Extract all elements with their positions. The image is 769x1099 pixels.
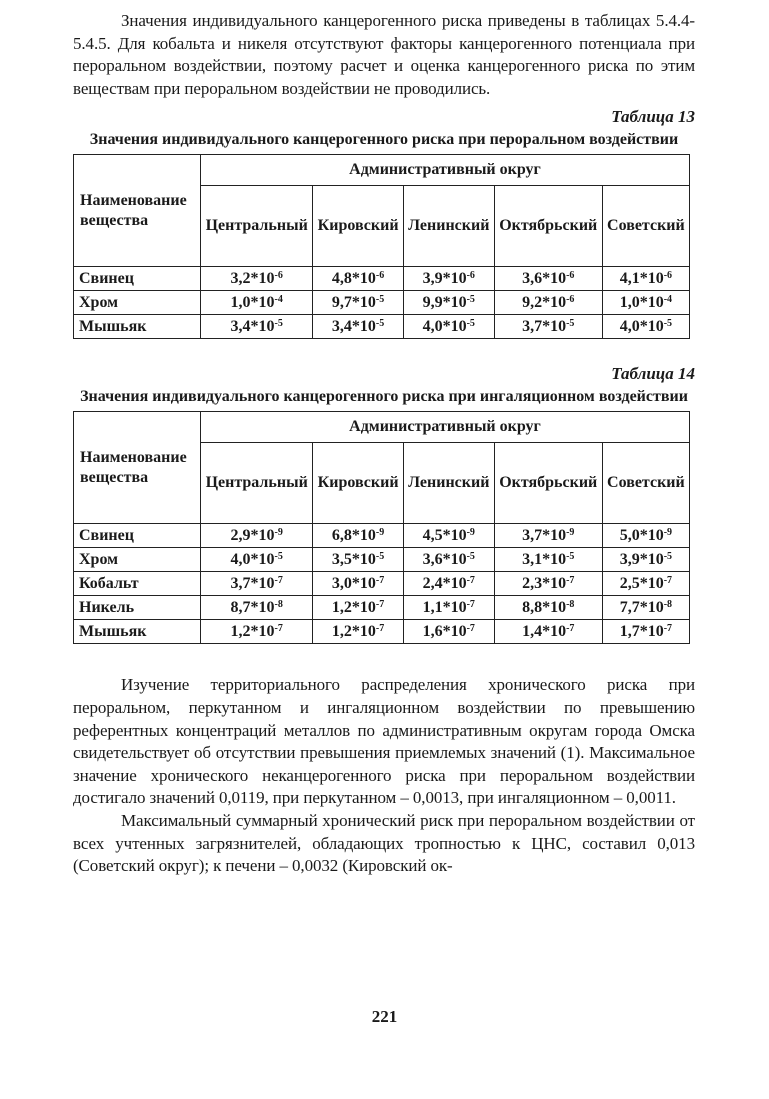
risk-value-cell: $2,9*10^{-9}$ xyxy=(201,524,313,548)
exponent: -5 xyxy=(663,551,673,563)
exponent: -6 xyxy=(663,270,673,282)
risk-value-cell: $4,1*10^{-6}$ xyxy=(602,267,689,291)
risk-value-cell: $3,0*10^{-7}$ xyxy=(313,572,403,596)
header-district-group: Административный округ xyxy=(201,155,690,186)
table-13-label: Таблица 13 xyxy=(611,107,695,127)
risk-value-cell: $3,9*10^{-5}$ xyxy=(602,548,689,572)
exponent: -7 xyxy=(274,575,283,587)
risk-value-cell: $1,1*10^{-7}$ xyxy=(403,596,494,620)
table-row xyxy=(74,291,690,315)
substance-cell: Свинец xyxy=(74,524,201,548)
header-district-group: Административный округ xyxy=(201,412,690,443)
exponent: -9 xyxy=(274,527,283,539)
exponent: -5 xyxy=(375,551,385,563)
substance-cell: Мышьяк xyxy=(74,315,201,339)
exponent: -5 xyxy=(566,318,575,330)
substance-cell: Мышьяк xyxy=(74,620,201,644)
risk-value-cell: $1,2*10^{-7}$ xyxy=(201,620,313,644)
exponent: -8 xyxy=(566,599,575,611)
risk-value-cell: $1,0*10^{-4}$ xyxy=(602,291,689,315)
exponent: -9 xyxy=(466,527,475,539)
header-district: Кировский xyxy=(313,186,403,267)
substance-cell: Кобальт xyxy=(74,572,201,596)
risk-value-cell: $9,9*10^{-5}$ xyxy=(403,291,494,315)
exponent: -7 xyxy=(663,623,673,635)
exponent: -5 xyxy=(375,318,385,330)
risk-value-cell: $3,4*10^{-5}$ xyxy=(313,315,403,339)
risk-value-cell: $1,6*10^{-7}$ xyxy=(403,620,494,644)
table-row xyxy=(74,267,690,291)
risk-value-cell: $4,0*10^{-5}$ xyxy=(201,548,313,572)
exponent: -5 xyxy=(274,318,283,330)
exponent: -4 xyxy=(274,294,283,306)
risk-value-cell: $8,8*10^{-8}$ xyxy=(494,596,602,620)
header-substance-name: Наименование вещества xyxy=(74,155,201,267)
risk-value-cell: $2,3*10^{-7}$ xyxy=(494,572,602,596)
risk-value-cell: $4,0*10^{-5}$ xyxy=(602,315,689,339)
header-district: Центральный xyxy=(201,186,313,267)
exponent: -6 xyxy=(466,270,475,282)
header-district: Центральный xyxy=(201,443,313,524)
table-13-caption: Значения индивидуального канцерогенного риска при пероральном воздействии xyxy=(89,131,679,149)
table-row xyxy=(74,548,690,572)
header-district: Ленинский xyxy=(403,186,494,267)
risk-value-cell: $3,1*10^{-5}$ xyxy=(494,548,602,572)
table-14-caption: Значения индивидуального канцерогенного риска при ингаляционном воздействии xyxy=(80,388,688,406)
risk-value-cell: $6,8*10^{-9}$ xyxy=(313,524,403,548)
table-13 xyxy=(73,154,690,339)
table-14-label: Таблица 14 xyxy=(611,364,695,384)
exponent: -7 xyxy=(466,623,475,635)
exponent: -5 xyxy=(663,318,673,330)
exponent: -6 xyxy=(274,270,283,282)
risk-value-cell: $8,7*10^{-8}$ xyxy=(201,596,313,620)
table-row xyxy=(74,620,690,644)
exponent: -7 xyxy=(566,575,575,587)
header-row xyxy=(74,155,690,186)
exponent: -7 xyxy=(375,575,385,587)
risk-value-cell: $5,0*10^{-9}$ xyxy=(602,524,689,548)
exponent: -5 xyxy=(466,318,475,330)
risk-value-cell: $4,5*10^{-9}$ xyxy=(403,524,494,548)
header-district: Октябрьский xyxy=(494,443,602,524)
exponent: -5 xyxy=(566,551,575,563)
table-row xyxy=(74,596,690,620)
risk-value-cell: $2,4*10^{-7}$ xyxy=(403,572,494,596)
exponent: -7 xyxy=(274,623,283,635)
risk-value-cell: $2,5*10^{-7}$ xyxy=(602,572,689,596)
page-content xyxy=(73,10,695,878)
header-row xyxy=(74,412,690,443)
exponent: -5 xyxy=(375,294,385,306)
risk-value-cell: $1,0*10^{-4}$ xyxy=(201,291,313,315)
substance-cell: Свинец xyxy=(74,267,201,291)
risk-value-cell: $3,5*10^{-5}$ xyxy=(313,548,403,572)
risk-value-cell: $3,7*10^{-5}$ xyxy=(494,315,602,339)
risk-value-cell: $4,8*10^{-6}$ xyxy=(313,267,403,291)
risk-value-cell: $1,7*10^{-7}$ xyxy=(602,620,689,644)
risk-value-cell: $9,7*10^{-5}$ xyxy=(313,291,403,315)
header-district: Советский xyxy=(602,186,689,267)
exponent: -6 xyxy=(566,270,575,282)
exponent: -7 xyxy=(663,575,673,587)
risk-value-cell: $1,2*10^{-7}$ xyxy=(313,620,403,644)
header-district: Кировский xyxy=(313,443,403,524)
header-district: Советский xyxy=(602,443,689,524)
paragraph-summary: Максимальный суммарный хронический риск при пероральном воздействии от всех учтенных загрязнителей, обладающих тропностью к ЦНС, составил 0,013 (Советский округ); к печени – 0,0032 (Кировский ок- xyxy=(73,810,695,876)
substance-cell: Никель xyxy=(74,596,201,620)
exponent: -4 xyxy=(663,294,673,306)
exponent: -8 xyxy=(663,599,673,611)
risk-value-cell: $3,6*10^{-6}$ xyxy=(494,267,602,291)
risk-value-cell: $3,6*10^{-5}$ xyxy=(403,548,494,572)
exponent: -5 xyxy=(466,551,475,563)
risk-value-cell: $7,7*10^{-8}$ xyxy=(602,596,689,620)
exponent: -9 xyxy=(566,527,575,539)
table-14 xyxy=(73,411,690,644)
table-row xyxy=(74,315,690,339)
risk-value-cell: $3,7*10^{-9}$ xyxy=(494,524,602,548)
page-number: 221 xyxy=(371,1007,398,1026)
exponent: -9 xyxy=(375,527,385,539)
exponent: -6 xyxy=(566,294,575,306)
intro-paragraph: Значения индивидуального канцерогенного риска приведены в таблицах 5.4.4-5.4.5. Для кобальта и никеля отсутствуют факторы канцерогенного потенциала при пероральном воздействии, поэтому расчет и оценка канцерогенного риска по этим веществам при пероральном воздействии не проводились. xyxy=(73,11,695,98)
table-row xyxy=(74,524,690,548)
risk-value-cell: $1,2*10^{-7}$ xyxy=(313,596,403,620)
risk-value-cell: $4,0*10^{-5}$ xyxy=(403,315,494,339)
risk-value-cell: $3,7*10^{-7}$ xyxy=(201,572,313,596)
risk-value-cell: $3,2*10^{-6}$ xyxy=(201,267,313,291)
exponent: -7 xyxy=(566,623,575,635)
exponent: -7 xyxy=(466,575,475,587)
header-district: Ленинский xyxy=(403,443,494,524)
table-row xyxy=(74,572,690,596)
risk-value-cell: $1,4*10^{-7}$ xyxy=(494,620,602,644)
paragraph-territorial: Изучение территориального распределения хронического риска при пероральном, перкутанном и ингаляционном воздействии по превышению референтных концентраций металлов по административным округам города Омска свидетельствует об отсутствии превышения приемлемых значений (1). Максимальное значение хронического неканцерогенного риска при пероральном воздействии достигало значений 0,0119, при перкутанном – 0,0013, при ингаляционном – 0,0011. xyxy=(73,675,695,808)
exponent: -9 xyxy=(663,527,673,539)
header-district: Октябрьский xyxy=(494,186,602,267)
risk-value-cell: $3,9*10^{-6}$ xyxy=(403,267,494,291)
risk-value-cell: $9,2*10^{-6}$ xyxy=(494,291,602,315)
exponent: -7 xyxy=(466,599,475,611)
header-substance-name: Наименование вещества xyxy=(74,412,201,524)
exponent: -8 xyxy=(274,599,283,611)
exponent: -6 xyxy=(375,270,385,282)
exponent: -7 xyxy=(375,599,385,611)
exponent: -7 xyxy=(375,623,385,635)
substance-cell: Хром xyxy=(74,548,201,572)
exponent: -5 xyxy=(466,294,475,306)
risk-value-cell: $3,4*10^{-5}$ xyxy=(201,315,313,339)
substance-cell: Хром xyxy=(74,291,201,315)
exponent: -5 xyxy=(274,551,283,563)
